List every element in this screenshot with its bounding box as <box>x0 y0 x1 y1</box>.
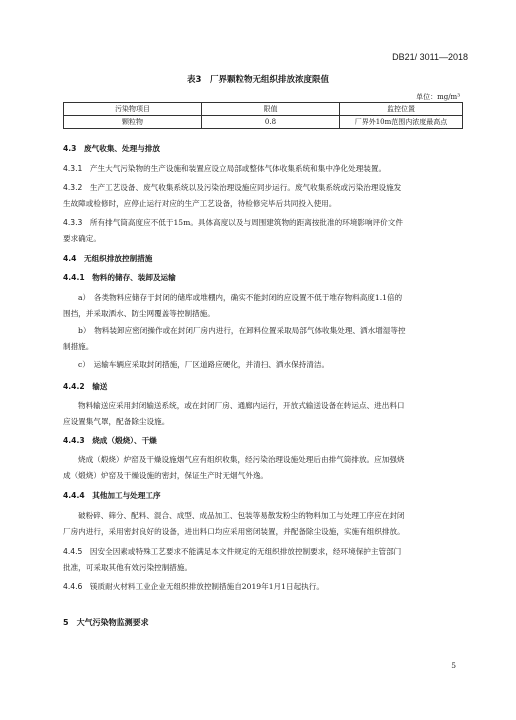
item-a-line2: 围挡，并采取洒水、防尘网覆盖等控制措施。 <box>63 309 215 318</box>
clause-4-4-2-line1: 物料输送应采用封闭输送系统，或在封闭厂房、通廊内运行，开放式输送设备在转运点、进出料口 <box>78 401 405 410</box>
section-title: 大气污染物监测要求 <box>76 618 149 627</box>
cell-pollutant: 颗粒物 <box>64 116 202 129</box>
clause-4-4-4-line2: 厂房内进行，采用密封良好的设备，进出料口均应采用密闭装置，并配备除尘设施，实施有组织排放。 <box>63 527 405 536</box>
clause-number: 4.3.3 <box>63 218 83 227</box>
cell-location: 厂界外10m范围内浓度最高点 <box>340 116 463 129</box>
clause-text-line1: 因安全因素或特殊工艺要求不能满足本文件规定的无组织排放控制要求，经环境保护主管部门 <box>89 547 402 556</box>
clause-text-line2: 要求确定。 <box>63 234 101 243</box>
clause-number: 4.4.2 <box>63 382 85 391</box>
clause-number: 4.4.4 <box>63 491 85 500</box>
item-a <box>63 290 463 306</box>
item-b-line1: b） 物料装卸应密闭操作或在封闭厂房内进行，在卸料位置采取局部气体收集处理、洒水增湿等控 <box>78 326 406 335</box>
table-unit: 单位：mg/m³ <box>416 93 460 101</box>
clause-text-line2: 批准，可采取其他有效污染控制措施。 <box>63 563 193 572</box>
clause-4-4-6 <box>63 579 463 595</box>
emission-limit-table <box>63 102 463 129</box>
clause-text-line1: 所有排气筒高度应不低于15m。具体高度以及与周围建筑物的距离按批准的环境影响评价文件 <box>89 218 403 227</box>
cell-limit: 0.8 <box>202 116 340 129</box>
clause-4-4-4-heading <box>63 488 463 504</box>
section-title: 废气收集、处理与排放 <box>84 144 160 153</box>
item-b-line2: 制措施。 <box>63 342 94 351</box>
clause-number: 4.3.2 <box>63 183 83 192</box>
clause-number: 4.4.6 <box>63 582 83 591</box>
section-4-3-heading <box>63 141 463 157</box>
section-number: 4.4 <box>63 254 77 263</box>
clause-number: 4.4.1 <box>63 273 85 282</box>
header-pollutant: 污染物项目 <box>64 103 202 116</box>
clause-number: 4.4.3 <box>63 436 85 445</box>
clause-4-3-1 <box>63 161 463 177</box>
clause-title: 其他加工与处理工序 <box>92 491 161 500</box>
clause-4-4-5 <box>63 544 463 576</box>
table-header-row <box>64 103 463 116</box>
section-5-heading <box>63 615 463 631</box>
clause-4-3-3 <box>63 215 463 247</box>
clause-4-3-2 <box>63 180 463 212</box>
clause-title: 物料的储存、装卸及运输 <box>92 273 176 282</box>
clause-4-4-3-heading <box>63 433 463 449</box>
clause-number: 4.4.5 <box>63 547 83 556</box>
clause-title: 输送 <box>92 382 108 391</box>
section-number: 4.3 <box>63 144 77 153</box>
header-limit: 限值 <box>202 103 340 116</box>
item-c-line1: c） 运输车辆应采取封闭措施，厂区道路应硬化，并清扫、洒水保持清洁。 <box>78 360 330 369</box>
clause-4-4-2-heading <box>63 379 463 395</box>
section-title: 无组织排放控制措施 <box>84 254 153 263</box>
table-title: 表3 厂界颗粒物无组织排放浓度限值 <box>187 75 329 85</box>
clause-4-4-3-line2: 成（煅烧）炉窑及干燥设施的密封，保证生产时无烟气外逸。 <box>63 471 269 480</box>
section-4-4-heading <box>63 251 463 267</box>
clause-4-4-2-line2: 应设置集气罩，配备除尘设施。 <box>63 417 170 426</box>
clause-number: 4.3.1 <box>63 164 83 173</box>
section-number: 5 <box>63 618 69 627</box>
clause-title: 烧成（煅烧）、干燥 <box>92 436 157 445</box>
clause-4-4-3-line1: 烧成（煅烧）炉窑及干燥设施烟气应有组织收集，经污染治理设施处理后由排气筒排放。应加强烧 <box>78 455 405 464</box>
clause-text-line2: 生故障或检修时，应停止运行对应的生产工艺设备，待检修完毕后共同投入使用。 <box>63 199 337 208</box>
clause-text: 镁质耐火材料工业企业无组织排放控制措施自2019年1月1日起执行。 <box>89 582 324 591</box>
clause-4-4-1-heading <box>63 270 463 286</box>
clause-text: 产生大气污染物的生产设施和装置应设立局部或整体气体收集系统和集中净化处理装置。 <box>89 164 387 173</box>
item-a-line1: a） 各类物料应储存于封闭的储库或堆棚内，确实不能封闭的应设置不低于堆存物料高度1.1倍的 <box>78 293 403 302</box>
clause-4-4-4-line1: 破粉碎、筛分、配料、混合、成型、成品加工、包装等易散发粉尘的物料加工与处理工序应在封闭 <box>78 511 405 520</box>
clause-text-line1: 生产工艺设备、废气收集系统以及污染治理设施应同步运行。废气收集系统或污染治理设施发 <box>89 183 402 192</box>
document-code: DB21/ 3011—2018 <box>392 52 468 62</box>
page-number: 5 <box>451 661 456 670</box>
header-location: 监控位置 <box>340 103 463 116</box>
table-row <box>64 116 463 129</box>
